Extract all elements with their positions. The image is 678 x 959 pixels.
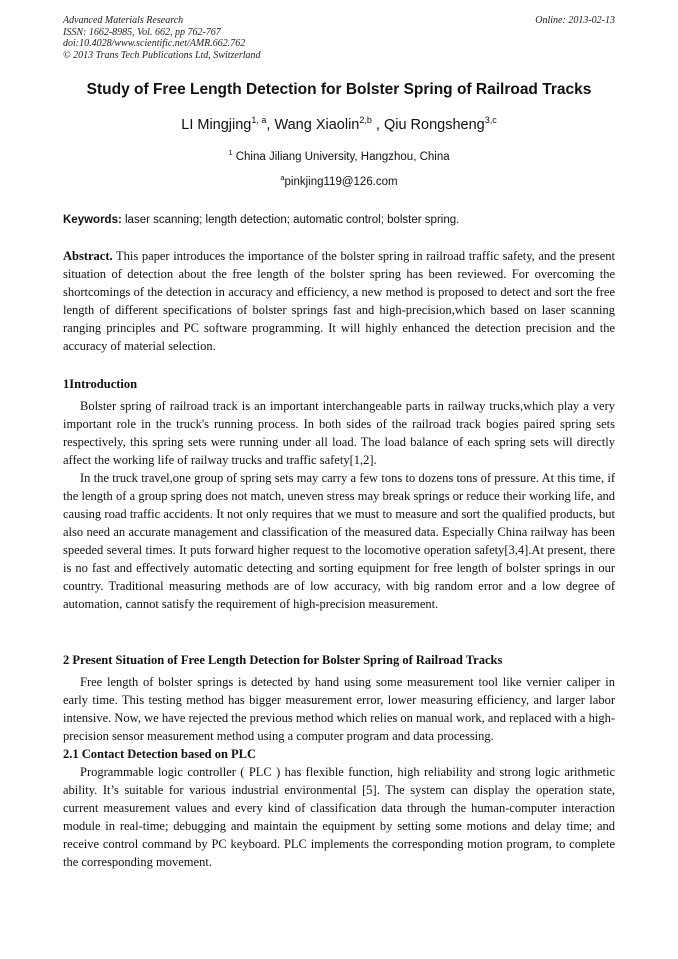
journal-header <box>63 15 615 61</box>
author-list <box>63 116 615 134</box>
author-email <box>63 175 615 190</box>
section-heading: 2 Present Situation of Free Length Detection for Bolster Spring of Railroad Tracks <box>63 653 503 667</box>
journal-issn: ISSN: 1662-8985, Vol. 662, pp 762-767 <box>63 26 221 38</box>
paragraph: Free length of bolster springs is detected by hand using some measurement tool like vernier caliper in early time. This testing method has bigger measurement error, lower measuring efficiency, and larger labor intensive. Now, we have rejected the previous method which relies on manual work, and replaced with a high-precision sensor measurement method using a computer program and data processing. <box>63 675 615 743</box>
author-separator: , <box>266 117 275 133</box>
author-affiliation-mark: 1, a <box>251 115 267 125</box>
email-mark: a <box>280 173 285 182</box>
section-heading: 1Introduction <box>63 377 138 391</box>
paragraph: Bolster spring of railroad track is an important interchangeable parts in railway trucks,which play a very important role in the truck's running process. In both sides of the railroad track bogies paired spring sets respectively, this spring sets were running under all load. The load balance of each spring sets will directly affect the working life of railway trucks and traffic safety[1,2]. <box>63 399 615 467</box>
journal-copyright: © 2013 Trans Tech Publications Ltd, Switzerland <box>63 49 261 61</box>
journal-doi: doi:10.4028/www.scientific.net/AMR.662.762 <box>63 38 246 49</box>
online-date: Online: 2013-02-13 <box>535 15 615 26</box>
abstract-label: Abstract. <box>63 249 113 263</box>
paragraph: In the truck travel,one group of spring sets may carry a few tons to dozens tons of pressure. At this time, if the length of a group spring does not match, uneven stress may break springs or reduce their working life, and causing road traffic accidents. It not only requires that we must to measure and sort the qualified products, but also need an accurate management and classification of the measured data. Especially China railway has been speeded several times. It puts forward higher request to the locomotive operation safety[3,4].At present, there is no fast and effectively automatic detecting and sorting equipment for free length of bolster springs in our country. Traditional measuring methods are of low accuracy, with big random error and a low degree of automation, cannot satisfy the requirement of high-precision measurement. <box>63 471 615 611</box>
affiliation-text: China Jiliang University, Hangzhou, China <box>232 151 450 163</box>
author-affiliation-mark: 3,c <box>484 115 497 125</box>
affiliation-mark: 1 <box>228 148 233 157</box>
author-name: Qiu Rongsheng <box>383 117 485 133</box>
keywords-text: laser scanning; length detection; automatic control; bolster spring. <box>121 214 460 226</box>
section-present-situation <box>63 651 615 871</box>
email-text: pinkjing119@126.com <box>284 176 398 188</box>
author-name: Wang Xiaolin <box>274 117 360 133</box>
abstract-text: This paper introduces the importance of the bolster spring in railroad traffic safety, and the present situation of detection about the free length of the bolster spring has been reviewed. For overcoming the shortcomings of the detection in accuracy and efficiency, a new method is proposed to detect and sort the free length of different specifications of bolster springs fast and high-precision,which based on laser scanning ranging principles and PC software programming. It will highly enhanced the detection precision and the accuracy of material selection. <box>63 249 615 353</box>
section-introduction <box>63 375 615 613</box>
keywords-label: Keywords: <box>63 214 122 226</box>
paragraph: Programmable logic controller ( PLC ) has flexible function, high reliability and strong logic arithmetic ability. It’s suitable for various industrial environmental [5]. The system can display the operation state, current measurement values and every kind of classification data through the human-computer interaction module in real-time; debugging and maintain the equipment by setting some motions and delay time; and receive control command by PC keyboard. PLC implements the corresponding motion program, to complete the corresponding movement. <box>63 765 615 869</box>
subsection-heading: 2.1 Contact Detection based on PLC <box>63 747 257 761</box>
abstract <box>63 247 615 355</box>
journal-name: Advanced Materials Research <box>63 15 184 26</box>
keywords <box>63 213 615 228</box>
author-name: LI Mingjing <box>181 117 252 133</box>
affiliation <box>63 150 615 165</box>
paper-title: Study of Free Length Detection for Bolster Spring of Railroad Tracks <box>86 81 592 98</box>
author-affiliation-mark: 2,b <box>359 115 372 125</box>
author-separator: , <box>371 117 384 133</box>
